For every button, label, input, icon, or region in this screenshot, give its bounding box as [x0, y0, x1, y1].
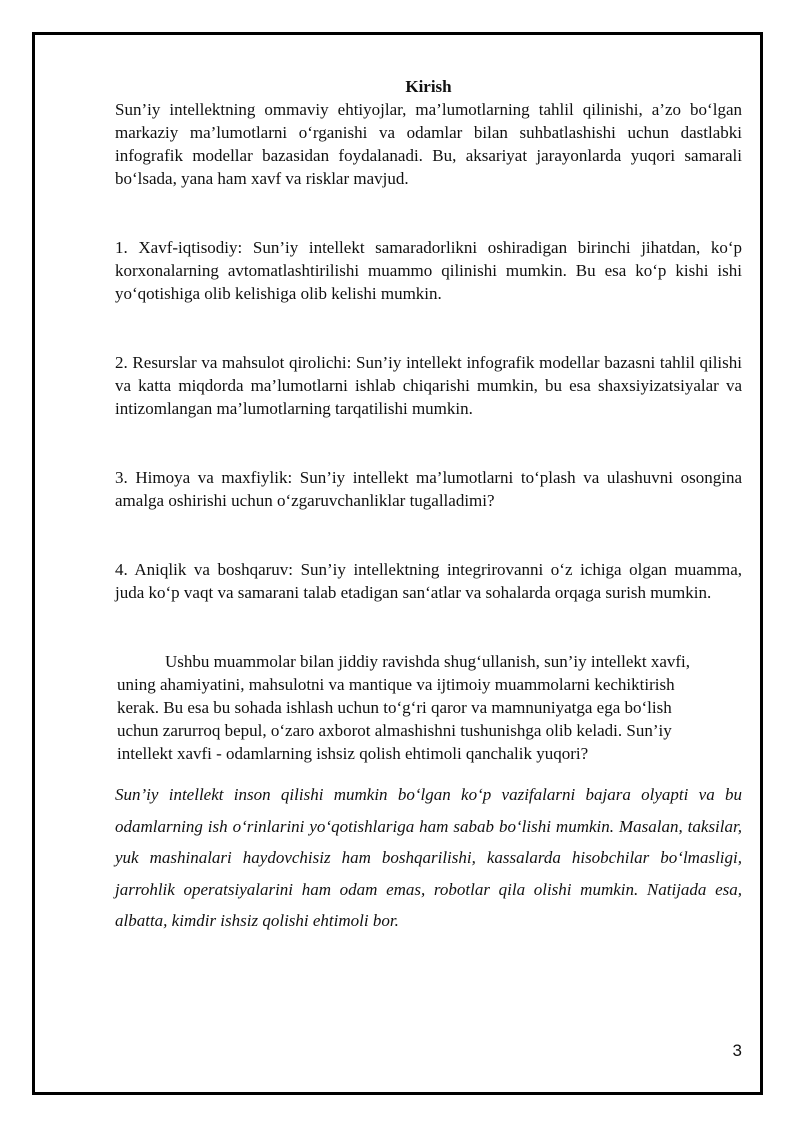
paragraph-point-4: 4. Aniqlik va boshqaruv: Sun’iy intellektning integrirovanni o‘z ichiga olgan muamma, juda ko‘p vaqt va samarani talab etadigan san‘atlar va sohalarda orqaga surish mumkin.	[115, 560, 742, 602]
paragraph-point-1: 1. Xavf-iqtisodiy: Sun’iy intellekt samaradorlikni oshiradigan birinchi jihatdan, ko‘p korxonalarning avtomatlashtirilishi muammo qilinishi mumkin. Bu esa ko‘p kishi ishi yo‘qotishiga olib kelishiga olib kelishi mumkin.	[115, 238, 742, 303]
summary-paragraph: Ushbu muammolar bilan jiddiy ravishda shug‘ullanish, sun’iy intellekt xavfi, uning ahamiyatini, mahsulotni va mantique va ijtimoiy muammolarni kechiktirish kerak. Bu esa bu sohada ishlash uchun to‘g‘ri qaror va mamnuniyatga ega bo‘lish uchun zarurroq bepul, o‘zaro axborot almashishni tushunishga olib keladi. Sun’iy intellekt xavfi - odamlarning ishsiz qolish ehtimoli qanchalik yuqori?	[117, 652, 691, 763]
page-number: 3	[732, 1041, 742, 1060]
intro-paragraph: Sun’iy intellektning ommaviy ehtiyojlar, ma’lumotlarning tahlil qilinishi, a’zo bo‘lgan markaziy ma’lumotlarni o‘rganishi va odamlar bilan suhbatlashishi uchun dastlabki infografik modellar bazasidan foydalanadi. Bu, aksariyat jarayonlarda yuqori samarali bo‘lsada, yana ham xavf va risklar mavjud.	[115, 100, 742, 188]
paragraph-point-2: 2. Resurslar va mahsulot qirolichi: Sun’iy intellekt infografik modellar bazasni tahlil qilishi va katta miqdorda ma’lumotlarni ishlab chiqarishi mumkin, bu esa shaxsiyizatsiyalar va intizomlangan ma’lumotlarning tarqatilishi mumkin.	[115, 353, 742, 418]
document-body	[115, 76, 742, 937]
paragraph-point-3: 3. Himoya va maxfiylik: Sun’iy intellekt ma’lumotlarni to‘plash va ulashuvni osongina amalga oshirishi uchun o‘zgaruvchanliklar tugalladimi?	[115, 468, 742, 510]
italic-paragraph: Sun’iy intellekt inson qilishi mumkin bo‘lgan ko‘p vazifalarni bajara olyapti va bu odamlarning ish o‘rinlarini yo‘qotishlariga ham sabab bo‘lishi mumkin. Masalan, taksilar, yuk mashinalari haydovchisiz ham boshqarilishi, kassalarda hisobchilar bo‘lmasligi, jarrohlik operatsiyalarini ham odam emas, robotlar qila olishi mumkin. Natijada esa, albatta, kimdir ishsiz qolishi ehtimoli bor.	[115, 785, 742, 930]
document-heading: Kirish	[405, 77, 452, 96]
